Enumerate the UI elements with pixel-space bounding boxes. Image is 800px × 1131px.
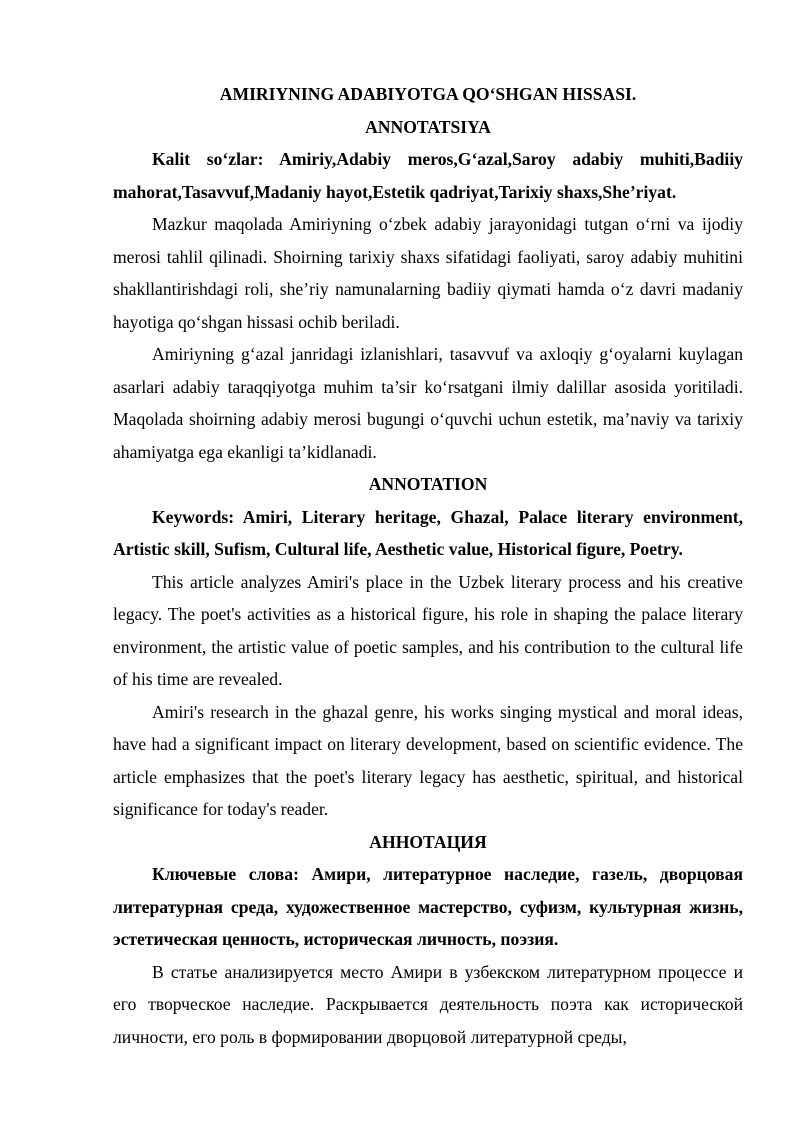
uz-paragraph-2: Amiriyning g‘azal janridagi izlanishlari, tasavvuf va axloqiy g‘oyalarni kuylagan asarlari adabiy taraqqiyotga muhim ta’sir ko‘rsatgani ilmiy dalillar asosida yoritiladi. Maqolada shoirning adabiy merosi bugungi o‘quvchi uchun estetik, ma’naviy va tarixiy ahamiyatga ega ekanligi ta’kidlanadi.	[113, 344, 743, 462]
uz-paragraph-1: Mazkur maqolada Amiriyning o‘zbek adabiy jarayonidagi tutgan o‘rni va ijodiy merosi tahlil qilinadi. Shoirning tarixiy shaxs sifatidagi faoliyati, saroy adabiy muhitini shakllantirishdagi roli, she’riy namunalarning badiiy qiymati hamda o‘z davri madaniy hayotiga qo‘shgan hissasi ochib beriladi.	[113, 214, 743, 332]
uz-annotation-heading: ANNOTATSIYA	[365, 116, 491, 137]
document-page	[113, 78, 743, 1053]
en-annotation-heading: ANNOTATION	[368, 474, 488, 494]
ru-annotation-heading: АННОТАЦИЯ	[369, 831, 487, 852]
ru-keywords: Ключевые слова: Амири, литературное наследие, газель, дворцовая литературная среда, художественное мастерство, суфизм, культурная жизнь, эстетическая ценность, историческая личность, поэзия.	[113, 864, 743, 949]
en-paragraph-1: This article analyzes Amiri's place in the Uzbek literary process and his creative legacy. The poet's activities as a historical figure, his role in shaping the palace literary environment, the artistic value of poetic samples, and his contribution to the cultural life of his time are revealed.	[113, 571, 743, 689]
ru-paragraph-1: В статье анализируется место Амири в узбекском литературном процессе и его творческое наследие. Раскрывается деятельность поэта как исторической личности, его роль в формировании дворцовой литературной среды,	[113, 961, 743, 1047]
article-title: AMIRIYNING ADABIYOTGA QO‘SHGAN HISSASI.	[219, 84, 637, 104]
uz-keywords: Kalit so‘zlar: Amiriy,Adabiy meros,G‘azal,Saroy adabiy muhiti,Badiiy mahorat,Tasavvuf,Madaniy hayot,Estetik qadriyat,Tarixiy shaxs,She’riyat.	[113, 149, 743, 202]
en-keywords: Keywords: Amiri, Literary heritage, Ghazal, Palace literary environment, Artistic skill, Sufism, Cultural life, Aesthetic value, Historical figure, Poetry.	[113, 506, 743, 559]
en-paragraph-2: Amiri's research in the ghazal genre, his works singing mystical and moral ideas, have had a significant impact on literary development, based on scientific evidence. The article emphasizes that the poet's literary legacy has aesthetic, spiritual, and historical significance for today's reader.	[113, 701, 743, 819]
